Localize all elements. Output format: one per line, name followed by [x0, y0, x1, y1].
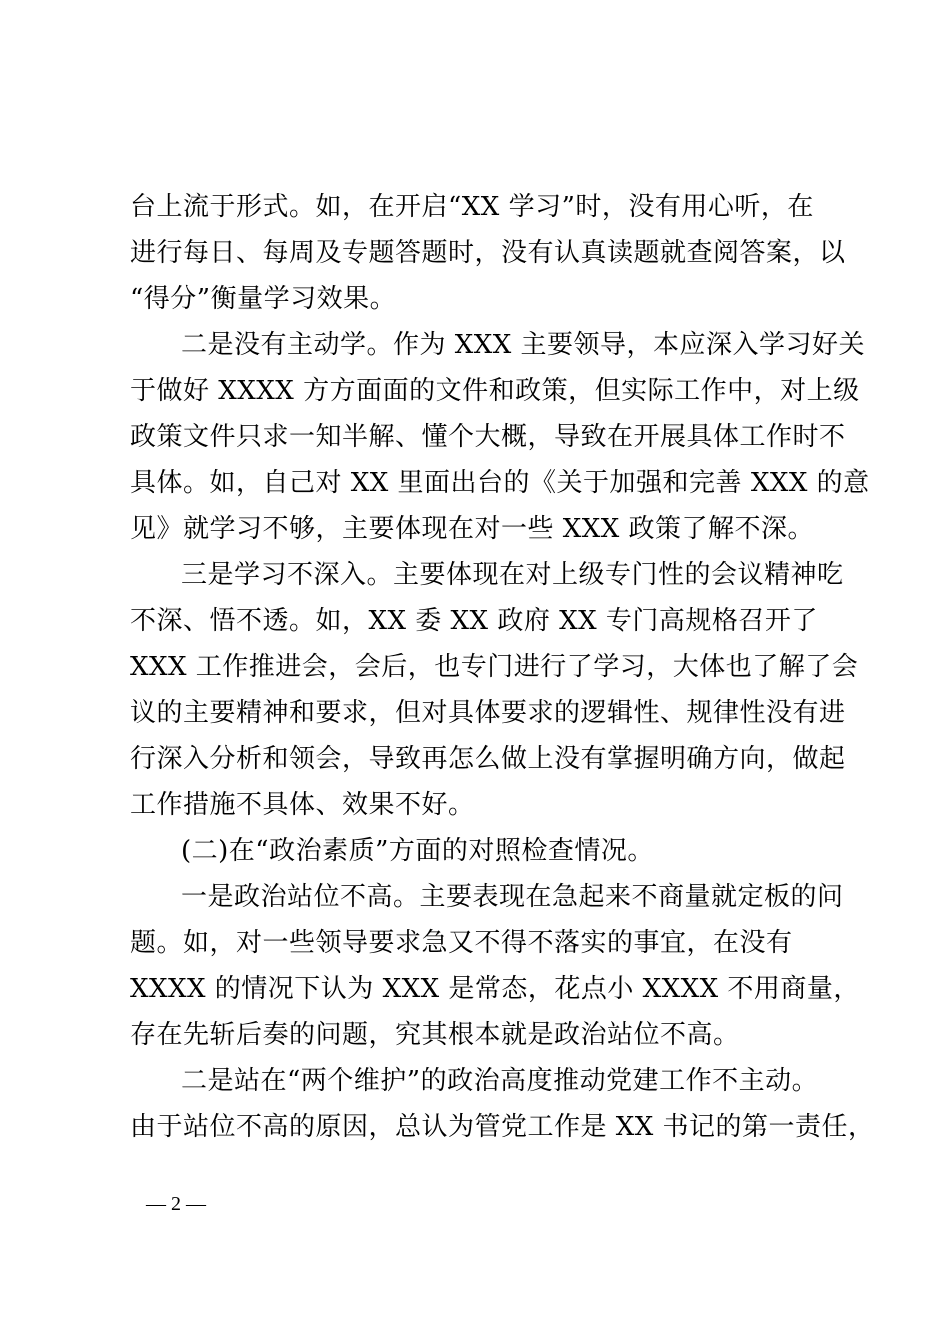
text-line: “得分”衡量学习效果。	[130, 284, 397, 314]
page-number: — 2 —	[146, 1193, 206, 1215]
text-line: 于做好 XXXX 方方面面的文件和政策，但实际工作中，对上级	[130, 376, 860, 406]
text-line: XXX 工作推进会，会后，也专门进行了学习，大体也了解了会	[130, 652, 859, 682]
text-line: 见》就学习不够，主要体现在对一些 XXX 政策了解不深。	[130, 514, 815, 544]
section-heading: (二)在“政治素质”方面的对照检查情况。	[181, 836, 654, 866]
text-line: 议的主要精神和要求，但对具体要求的逻辑性、规律性没有进	[130, 698, 846, 728]
text-line: 由于站位不高的原因，总认为管党工作是 XX 书记的第一责任，	[130, 1112, 875, 1142]
text-line: 进行每日、每周及专题答题时，没有认真读题就查阅答案，以	[130, 238, 846, 268]
text-line: 政策文件只求一知半解、懂个大概，导致在开展具体工作时不	[130, 422, 846, 452]
text-line: 台上流于形式。如，在开启“XX 学习”时，没有用心听，在	[130, 192, 814, 222]
text-line: 存在先斩后奏的问题，究其根本就是政治站位不高。	[130, 1020, 740, 1050]
text-line: 题。如，对一些领导要求急又不得不落实的事宜，在没有	[130, 928, 793, 958]
text-line: 不深、悟不透。如，XX 委 XX 政府 XX 专门高规格召开了	[130, 606, 818, 636]
paragraph-first-line: 一是政治站位不高。主要表现在急起来不商量就定板的问	[181, 882, 844, 912]
text-line: 行深入分析和领会，导致再怎么做上没有掌握明确方向，做起	[130, 744, 846, 774]
text-line: XXXX 的情况下认为 XXX 是常态，花点小 XXXX 不用商量，	[130, 974, 860, 1004]
text-line: 工作措施不具体、效果不好。	[130, 790, 475, 820]
paragraph-first-line: 三是学习不深入。主要体现在对上级专门性的会议精神吃	[181, 560, 844, 590]
text-line: 具体。如，自己对 XX 里面出台的《关于加强和完善 XXX 的意	[130, 468, 870, 498]
paragraph-first-line: 二是站在“两个维护”的政治高度推动党建工作不主动。	[181, 1066, 819, 1096]
paragraph-first-line: 二是没有主动学。作为 XXX 主要领导，本应深入学习好关	[181, 330, 866, 360]
